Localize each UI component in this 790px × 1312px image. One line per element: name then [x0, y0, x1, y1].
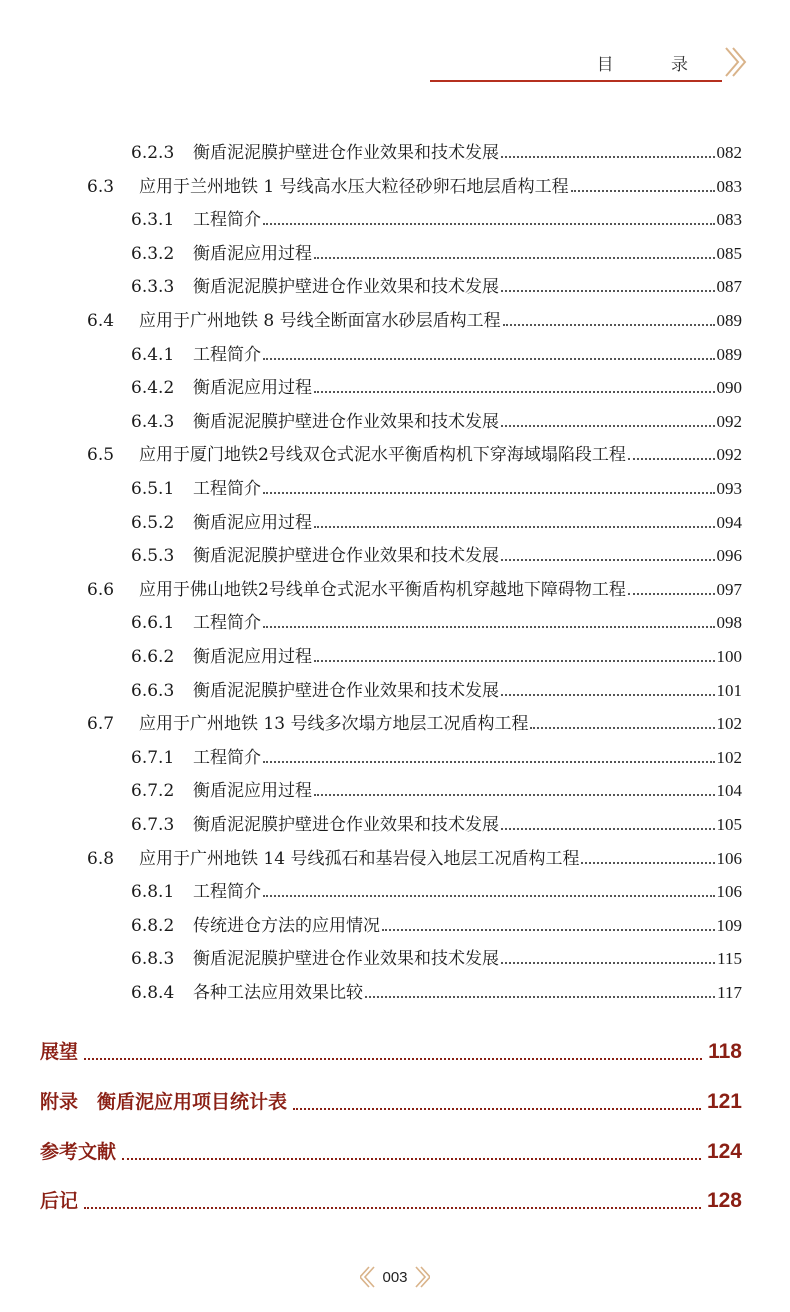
toc-entry-number: 6.4.3 — [131, 411, 175, 432]
toc-entry-number: 6.6.3 — [131, 680, 175, 701]
toc-entry-page: 087 — [716, 277, 742, 297]
toc-entry-title: 应用于广州地铁 8 号线全断面富水砂层盾构工程 — [139, 311, 501, 331]
dot-leader — [314, 257, 715, 259]
toc-entry-page: 109 — [716, 915, 742, 935]
toc-entry-page: 106 — [716, 848, 742, 868]
toc-entry — [131, 407, 742, 437]
toc-entry — [131, 272, 742, 302]
chapter-page: 118 — [708, 1040, 742, 1063]
toc-entry-number: 6.7.1 — [131, 747, 175, 768]
running-header — [430, 44, 750, 86]
toc-entry — [87, 844, 742, 874]
dot-leader — [263, 358, 715, 360]
toc-entry-title: 工程简介 — [193, 344, 261, 365]
toc-entry — [131, 239, 742, 269]
toc-entry-page: 092 — [716, 445, 742, 465]
toc-entry-number: 6.7 — [87, 714, 115, 735]
toc-entry-page: 117 — [717, 983, 742, 1002]
toc-entry-number: 6.8.3 — [131, 949, 175, 970]
toc-entry-number: 6.8.2 — [131, 915, 175, 936]
toc-entry-title: 工程简介 — [193, 613, 261, 634]
chapter-page: 128 — [706, 1189, 742, 1212]
toc-entry — [87, 440, 742, 470]
toc-entry-number: 6.4.2 — [131, 378, 175, 399]
chevron-left-icon — [360, 1265, 378, 1289]
toc-entry-title: 衡盾泥泥膜护壁进仓作业效果和技术发展 — [193, 546, 499, 567]
toc-entry-page: 083 — [716, 176, 742, 196]
toc-entry-number: 6.5.1 — [131, 479, 175, 499]
toc-entry-number: 6.4.1 — [131, 344, 175, 365]
toc-entry-page: 092 — [716, 411, 742, 431]
toc-entry-page: 097 — [716, 579, 742, 599]
toc-entry-page: 085 — [716, 243, 742, 263]
toc-entry-page: 089 — [716, 344, 742, 364]
toc-entry — [131, 340, 742, 370]
toc-entry-title: 衡盾泥泥膜护壁进仓作业效果和技术发展 — [193, 277, 499, 298]
toc-entry — [131, 944, 742, 974]
toc-entry — [131, 743, 742, 773]
toc-entry-title: 工程简介 — [193, 210, 261, 231]
toc-entry-page: 102 — [716, 714, 742, 734]
dot-leader — [293, 1108, 701, 1110]
dot-leader — [581, 862, 714, 864]
chapter-entry — [40, 1087, 742, 1121]
toc-entry — [131, 508, 742, 538]
toc-entry-title: 衡盾泥泥膜护壁进仓作业效果和技术发展 — [193, 143, 499, 163]
dot-leader — [314, 660, 715, 662]
dot-leader — [382, 929, 715, 931]
toc-entry-title: 衡盾泥泥膜护壁进仓作业效果和技术发展 — [193, 949, 499, 970]
toc-entry-page: 106 — [716, 882, 742, 902]
dot-leader — [314, 526, 715, 528]
chapter-entry — [40, 1186, 742, 1220]
toc-entry-title: 衡盾泥应用过程 — [193, 378, 312, 399]
toc-entry — [131, 810, 742, 840]
toc-entry — [131, 978, 742, 1008]
chapter-title: 附录 衡盾泥应用项目统计表 — [40, 1091, 288, 1113]
toc-entry-page: 083 — [716, 210, 742, 230]
dot-leader — [501, 694, 715, 696]
toc-entry-number: 6.3.3 — [131, 277, 175, 298]
toc-entry — [87, 575, 742, 605]
dot-leader — [501, 425, 715, 427]
toc-entry — [87, 172, 742, 202]
chevron-right-icon — [722, 44, 750, 80]
header-title: 目 录 — [596, 55, 714, 75]
toc-entry — [87, 306, 742, 336]
toc-entry-number: 6.6.1 — [131, 613, 175, 634]
toc-entry-number: 6.5 — [87, 445, 115, 466]
dot-leader — [314, 794, 715, 796]
toc-entry-page: 098 — [716, 613, 742, 633]
toc-entry-number: 6.7.2 — [131, 781, 175, 802]
dot-leader — [628, 458, 715, 460]
toc-entry — [131, 474, 742, 504]
toc-entry-page: 089 — [716, 311, 742, 330]
toc-entry-number: 6.5.2 — [131, 512, 175, 533]
toc-entry-title: 衡盾泥应用过程 — [193, 512, 312, 533]
toc-entry-number: 6.3.1 — [131, 210, 175, 231]
toc-entry-title: 应用于厦门地铁2号线双仓式泥水平衡盾构机下穿海域塌陷段工程 — [139, 445, 626, 466]
toc-entry-number: 6.6.2 — [131, 647, 175, 667]
toc-entry-title: 衡盾泥应用过程 — [193, 243, 312, 264]
toc-entry-page: 104 — [716, 781, 742, 801]
chapter-entry — [40, 1137, 742, 1171]
toc-entry — [131, 205, 742, 235]
toc-entry-number: 6.5.3 — [131, 546, 175, 567]
toc-entry — [131, 676, 742, 706]
toc-entry-title: 工程简介 — [193, 747, 261, 768]
toc-entry-number: 6.6 — [87, 579, 115, 600]
toc-entry-title: 工程简介 — [193, 479, 261, 499]
toc-entry-title: 应用于广州地铁 14 号线孤石和基岩侵入地层工况盾构工程 — [139, 848, 580, 869]
dot-leader — [314, 391, 715, 393]
toc-entry — [131, 373, 742, 403]
toc-entry-number: 6.2.3 — [131, 143, 175, 163]
dot-leader — [503, 324, 715, 326]
toc-entry-number: 6.7.3 — [131, 815, 175, 835]
dot-leader — [122, 1158, 701, 1160]
toc-entry — [131, 911, 742, 941]
dot-leader — [263, 626, 715, 628]
toc-entry-number: 6.3.2 — [131, 243, 175, 264]
chapter-page: 124 — [706, 1140, 742, 1163]
toc-entry — [131, 138, 742, 168]
toc-entry — [131, 541, 742, 571]
toc-entry-title: 衡盾泥泥膜护壁进仓作业效果和技术发展 — [193, 680, 499, 701]
dot-leader — [501, 156, 715, 158]
page-number: 003 — [382, 1268, 408, 1286]
toc-entry-number: 6.4 — [87, 311, 115, 331]
toc-entry-title: 衡盾泥应用过程 — [193, 781, 312, 802]
chapter-entry — [40, 1037, 742, 1071]
toc-entry-page: 100 — [716, 647, 742, 666]
dot-leader — [263, 761, 715, 763]
dot-leader — [628, 593, 715, 595]
dot-leader — [571, 190, 715, 192]
toc-entry-title: 应用于兰州地铁 1 号线高水压大粒径砂卵石地层盾构工程 — [139, 176, 569, 197]
dot-leader — [501, 290, 715, 292]
toc-entry-title: 工程简介 — [193, 882, 261, 903]
page-footer — [0, 1262, 790, 1292]
toc-entry-page: 105 — [716, 815, 742, 834]
toc-entry — [131, 642, 742, 672]
header-rule — [430, 80, 722, 82]
toc-entry-title: 应用于广州地铁 13 号线多次塌方地层工况盾构工程 — [139, 714, 529, 735]
toc-entry-page: 115 — [717, 949, 742, 969]
chapter-page: 121 — [706, 1090, 742, 1113]
toc-entry-title: 衡盾泥泥膜护壁进仓作业效果和技术发展 — [193, 815, 499, 835]
toc-entry-page: 101 — [716, 680, 742, 700]
toc-entry-page: 082 — [716, 143, 742, 162]
chapter-title: 展望 — [40, 1041, 79, 1063]
dot-leader — [84, 1207, 701, 1209]
toc-entry-title: 各种工法应用效果比较 — [193, 983, 363, 1003]
toc-entry-page: 102 — [716, 747, 742, 767]
dot-leader — [263, 223, 715, 225]
dot-leader — [501, 962, 715, 964]
toc-entry — [131, 877, 742, 907]
toc-entry-page: 096 — [716, 546, 742, 566]
dot-leader — [501, 559, 715, 561]
toc-entry-page: 090 — [716, 378, 742, 398]
dot-leader — [263, 492, 715, 494]
dot-leader — [530, 727, 714, 729]
toc-entry-page: 093 — [716, 479, 742, 498]
toc-entry-number: 6.8 — [87, 848, 115, 869]
dot-leader — [84, 1058, 702, 1060]
toc-entry — [87, 709, 742, 739]
toc-entry-page: 094 — [716, 512, 742, 532]
toc-entry-title: 衡盾泥泥膜护壁进仓作业效果和技术发展 — [193, 411, 499, 432]
chapter-title: 后记 — [40, 1190, 79, 1212]
toc-entry-title: 衡盾泥应用过程 — [193, 647, 312, 667]
toc-entry-number: 6.8.1 — [131, 882, 175, 903]
toc-entry — [131, 608, 742, 638]
toc-entry-title: 应用于佛山地铁2号线单仓式泥水平衡盾构机穿越地下障碍物工程 — [139, 579, 626, 600]
dot-leader — [263, 895, 715, 897]
dot-leader — [501, 828, 715, 830]
chapter-title: 参考文献 — [40, 1141, 117, 1163]
toc-entry-number: 6.3 — [87, 176, 115, 197]
toc-entry-title: 传统进仓方法的应用情况 — [193, 915, 380, 936]
toc-entry — [131, 776, 742, 806]
dot-leader — [365, 996, 715, 998]
toc-entry-number: 6.8.4 — [131, 983, 175, 1003]
chevron-right-icon — [412, 1265, 430, 1289]
